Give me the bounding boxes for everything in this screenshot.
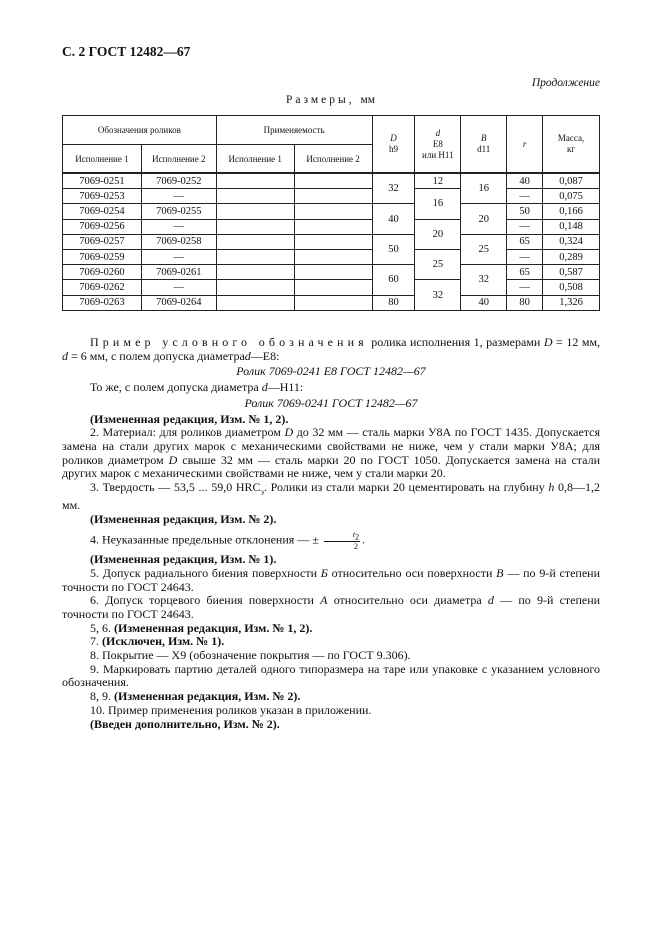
clause-text: 2. Материал: для роликов диаметром xyxy=(90,425,281,440)
table-row xyxy=(63,265,600,280)
cell-mass: 0,148 xyxy=(543,219,600,234)
cell-r: — xyxy=(507,189,543,204)
symbol-d: d xyxy=(487,593,494,608)
continued-label: Продолжение xyxy=(531,77,600,89)
symbol-D: D xyxy=(168,452,178,467)
symbol-d: d xyxy=(62,348,68,363)
cell-applicability-2 xyxy=(294,280,372,295)
cell-D: 60 xyxy=(372,265,415,295)
cell-d: 20 xyxy=(415,219,461,249)
revision-note: (Измененная редакция, Изм. № 2). xyxy=(114,689,301,704)
header-mass-unit: кг xyxy=(566,144,576,154)
same-text: То же, с полем допуска диаметра xyxy=(90,380,259,395)
clause-text: 5. Допуск радиального биения поверхности xyxy=(90,565,317,580)
cell-version-2: 7069-0255 xyxy=(141,204,216,219)
cell-r: — xyxy=(507,249,543,264)
cell-r: — xyxy=(507,219,543,234)
cell-r: 65 xyxy=(507,265,543,280)
header-mass xyxy=(543,116,600,174)
cell-applicability-2 xyxy=(294,234,372,249)
table-row xyxy=(63,204,600,219)
cell-D: 32 xyxy=(372,173,415,204)
cell-version-1: 7069-0254 xyxy=(63,204,142,219)
cell-r: 65 xyxy=(507,234,543,249)
clause-number: 5, 6. xyxy=(90,620,111,635)
header-d-tol1: E8 xyxy=(432,138,443,149)
header-d-symbol: d xyxy=(435,127,441,138)
table-row xyxy=(63,249,600,264)
cell-applicability-1 xyxy=(216,173,294,189)
clause-text: — по 9-й степени точности по ГОСТ 24643. xyxy=(62,565,601,594)
cell-D: 40 xyxy=(372,204,415,234)
cell-B: 25 xyxy=(461,234,507,264)
cell-d: 12 xyxy=(415,173,461,189)
header-D-symbol: D xyxy=(390,133,397,143)
header-B-symbol: B xyxy=(480,133,487,143)
header-applicability: Применяемость xyxy=(216,116,372,145)
clause-7 xyxy=(62,635,600,649)
numerator-symbol: t xyxy=(352,529,356,539)
example-text: = 12 мм, xyxy=(556,335,601,349)
same-paragraph xyxy=(62,381,600,395)
cell-B: 32 xyxy=(461,265,507,295)
table-row xyxy=(63,280,600,295)
header-r: r xyxy=(507,116,543,174)
clause-number: 7. xyxy=(90,634,99,649)
hardness-subscript: э xyxy=(260,487,264,497)
example-text: = 6 мм, с полем допуска диаметра xyxy=(71,348,245,363)
symbol-d: d xyxy=(244,348,251,363)
clause-10: 10. Пример применения роликов указан в приложении. xyxy=(90,702,372,717)
symbol-surface-v: В xyxy=(496,565,504,580)
designation-example-1: Ролик 7069-0241 Е8 ГОСТ 12482—67 xyxy=(236,364,426,379)
symbol-h: h xyxy=(548,480,555,495)
cell-applicability-2 xyxy=(294,265,372,280)
header-version-2: Исполнение 2 xyxy=(141,145,216,174)
cell-version-2: — xyxy=(141,219,216,234)
cell-version-2: 7069-0258 xyxy=(141,234,216,249)
fraction-denominator: 2 xyxy=(353,542,358,552)
cell-applicability-2 xyxy=(294,219,372,234)
clause-8-9-note xyxy=(62,690,600,704)
clause-8: 8. Покрытие — Х9 (обозначение покрытия — по ГОСТ 9.306). xyxy=(90,648,411,663)
numerator-subscript: 2 xyxy=(355,532,360,542)
cell-D: 80 xyxy=(372,295,415,310)
cell-applicability-2 xyxy=(294,189,372,204)
symbol-D: D xyxy=(284,425,294,440)
designation-example-2: Ролик 7069-0241 ГОСТ 12482—67 xyxy=(244,395,418,410)
header-D-tolerance: h9 xyxy=(388,144,398,154)
tolerance-fraction xyxy=(324,530,360,552)
cell-mass: 0,289 xyxy=(543,249,600,264)
clause-5 xyxy=(62,567,600,594)
cell-applicability-1 xyxy=(216,219,294,234)
cell-version-1: 7069-0260 xyxy=(63,265,142,280)
cell-B: 20 xyxy=(461,204,507,234)
table-row xyxy=(63,189,600,204)
header-designation: Обозначения роликов xyxy=(63,116,217,145)
cell-d: 16 xyxy=(415,189,461,219)
cell-version-1: 7069-0253 xyxy=(63,189,142,204)
revision-note: (Измененная редакция, Изм. № 1, 2). xyxy=(114,620,313,635)
clause-2 xyxy=(62,426,600,481)
symbol-d: d xyxy=(261,380,268,395)
clause-6 xyxy=(62,594,600,621)
header-applicability-2: Исполнение 2 xyxy=(294,145,372,174)
revision-note: (Измененная редакция, Изм. № 1). xyxy=(90,552,277,567)
cell-applicability-2 xyxy=(294,249,372,264)
example-text: ролика исполнения 1, размерами xyxy=(371,335,541,349)
table-row xyxy=(63,295,600,310)
cell-mass: 0,587 xyxy=(543,265,600,280)
cell-mass: 0,324 xyxy=(543,234,600,249)
cell-mass: 0,166 xyxy=(543,204,600,219)
cell-version-1: 7069-0259 xyxy=(63,249,142,264)
revision-note: (Исключен, Изм. № 1). xyxy=(102,634,225,649)
cell-d: 32 xyxy=(415,280,461,310)
cell-applicability-1 xyxy=(216,280,294,295)
cell-version-2: — xyxy=(141,189,216,204)
clause-text: 4. Неуказанные предельные отклонения — ± xyxy=(90,532,319,547)
cell-applicability-1 xyxy=(216,189,294,204)
cell-B: 40 xyxy=(461,295,507,310)
cell-applicability-1 xyxy=(216,265,294,280)
clause-5-6-note xyxy=(62,622,600,636)
cell-mass: 1,326 xyxy=(543,295,600,310)
cell-version-2: 7069-0261 xyxy=(141,265,216,280)
clause-9: 9. Маркировать партию деталей одного типоразмера на таре или упаковке с указанием условного обозначения. xyxy=(62,661,600,690)
clause-3 xyxy=(62,481,600,513)
caption-unit: мм xyxy=(360,94,376,106)
added-note: (Введен дополнительно, Изм. № 2). xyxy=(90,716,280,731)
cell-applicability-2 xyxy=(294,173,372,189)
cell-applicability-1 xyxy=(216,204,294,219)
header-D xyxy=(372,116,415,174)
clause-number: 8, 9. xyxy=(90,689,111,704)
symbol-surface-b: Б xyxy=(320,565,328,580)
cell-version-1: 7069-0263 xyxy=(63,295,142,310)
cell-r: 40 xyxy=(507,173,543,189)
same-text: —Н11: xyxy=(267,380,304,395)
clause-text: 6. Допуск торцевого биения поверхности xyxy=(90,593,314,608)
cell-version-1: 7069-0262 xyxy=(63,280,142,295)
clause-text: . Ролики из стали марки 20 цементировать на глубину xyxy=(263,480,545,495)
cell-r: 80 xyxy=(507,295,543,310)
revision-note: (Измененная редакция, Изм. № 1, 2). xyxy=(90,411,289,426)
header-applicability-1: Исполнение 1 xyxy=(216,145,294,174)
page-header: С. 2 ГОСТ 12482—67 xyxy=(62,44,191,59)
header-mass-label: Масса, xyxy=(557,133,585,143)
example-paragraph xyxy=(62,336,600,363)
cell-version-1: 7069-0257 xyxy=(63,234,142,249)
example-heading: Пример условного обозначения xyxy=(90,335,368,349)
cell-applicability-1 xyxy=(216,234,294,249)
revision-note: (Измененная редакция, Изм. № 2). xyxy=(90,511,277,526)
header-version-1: Исполнение 1 xyxy=(63,145,142,174)
clause-text: свыше 32 мм — сталь марки 20 по ГОСТ 1050. Допускается замена на стали других марок с механическими свойствами не ниже, чем у стали марки 20. xyxy=(62,452,601,481)
cell-applicability-1 xyxy=(216,295,294,310)
clause-text: относительно оси диаметра xyxy=(333,593,482,608)
table-row xyxy=(63,219,600,234)
cell-r: — xyxy=(507,280,543,295)
document-body xyxy=(62,336,600,731)
table-row xyxy=(63,173,600,189)
symbol-surface-a: А xyxy=(320,593,328,608)
cell-r: 50 xyxy=(507,204,543,219)
clause-text: до 32 мм — сталь марки У8А по ГОСТ 1435. Допускается замена на стали других марок с механическими свойствами не ниже, чем у стали марки У8А; для роликов диаметром xyxy=(62,425,601,467)
clause-text: . xyxy=(362,532,366,547)
cell-D: 50 xyxy=(372,234,415,264)
cell-applicability-1 xyxy=(216,249,294,264)
clause-4 xyxy=(62,530,600,552)
table-row xyxy=(63,234,600,249)
header-B-tolerance: d11 xyxy=(477,144,491,154)
cell-version-2: — xyxy=(141,280,216,295)
cell-d: 25 xyxy=(415,249,461,279)
symbol-D: D xyxy=(543,335,553,349)
cell-mass: 0,075 xyxy=(543,189,600,204)
cell-applicability-2 xyxy=(294,295,372,310)
fraction-numerator xyxy=(324,530,360,543)
cell-version-2: — xyxy=(141,249,216,264)
caption-sizes: Размеры, xyxy=(285,94,355,106)
cell-version-1: 7069-0256 xyxy=(63,219,142,234)
clause-text: — по 9-й степени точности по ГОСТ 24643. xyxy=(62,593,601,621)
clause-text: относительно оси поверхности xyxy=(331,565,493,580)
header-d xyxy=(415,116,461,174)
cell-version-2: 7069-0252 xyxy=(141,173,216,189)
cell-applicability-2 xyxy=(294,204,372,219)
cell-B: 16 xyxy=(461,173,507,204)
cell-version-1: 7069-0251 xyxy=(63,173,142,189)
clause-text: 3. Твердость — 53,5 ... 59,0 HRC xyxy=(90,480,261,495)
header-d-tol2: или H11 xyxy=(422,149,454,160)
cell-version-2: 7069-0264 xyxy=(141,295,216,310)
cell-mass: 0,087 xyxy=(543,173,600,189)
table-caption xyxy=(0,94,661,106)
clause-text: 0,8—1,2 мм. xyxy=(62,480,601,513)
example-text: —Е8: xyxy=(250,348,280,363)
cell-mass: 0,508 xyxy=(543,280,600,295)
header-B xyxy=(461,116,507,174)
dimensions-table xyxy=(62,115,600,311)
